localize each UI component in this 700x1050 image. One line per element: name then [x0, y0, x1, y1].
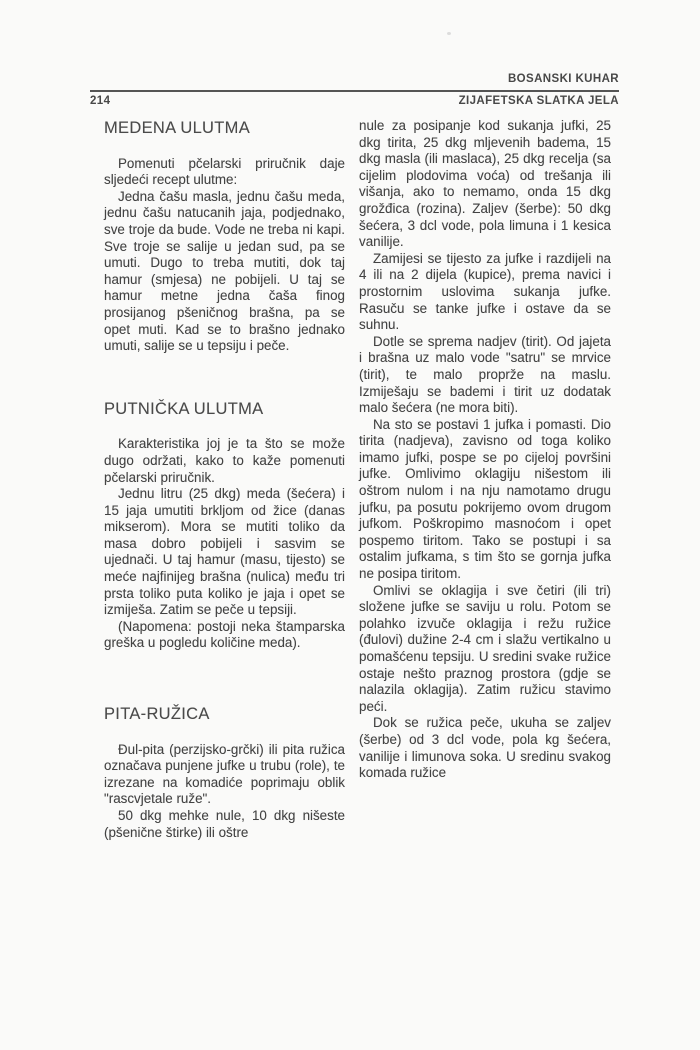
recipe-section-putnicka-ulutma — [104, 401, 345, 652]
section-heading-putnicka-ulutma: PUTNIČKA ULUTMA — [104, 399, 264, 418]
page-number: 214 — [90, 95, 111, 107]
paragraph: Jednu litru (25 dkg) meda (šećera) i 15 jaja umutiti brkljom od žice (danas mikserom). Mora se mutiti toliko da masa dobro pobijeli i sasvim se ujednači. U taj hamur (masu, tijesto) se meće najfinijeg brašna (nulica) među tri prsta toliko puta koliko je jaja i opet se izmiješa. Zatim se peče u tepsiji. — [104, 486, 345, 618]
paragraph: Na sto se postavi 1 jufka i pomasti. Dio tirita (nadjeva), zavisno od toga koliko imamo jufki, pospe se po cijeloj površini jufke. Omlivimo oklagiju nišestom ili oštrom nulom i na nju namotamo drugu jufku, pa posutu pokrijemo ovom drugom jufkom. Poškropimo masnoćom i opet pospemo tiritom. Tako se postupi i sa ostalim jufkama, s tim što se gornja jufka ne posipa tiritom. — [359, 416, 611, 582]
paragraph: Đul-pita (perzijsko-grčki) ili pita ružica označava punjene jufke u trubu (role), te izrezane na komadiće poprimaju oblik "rascvjetale ruže". — [104, 741, 345, 807]
paragraph: Zamijesi se tijesto za jufke i razdijeli na 4 ili na 2 dijela (kupice), prema navici i prostornim uslovima sukanja jufke. Rasuču se tanke jufke i ostave da se suhnu. — [359, 250, 611, 333]
paragraph: Dok se ružica peče, ukuha se zaljev (šerbe) od 3 dcl vode, pola kg šećera, vanilije i limunova soka. U sredinu svakog komada ružice — [359, 715, 611, 781]
paragraph: 50 dkg mehke nule, 10 dkg nišeste (pšenične štirke) ili oštre — [104, 808, 345, 840]
chapter-title: ZIJAFETSKA SLATKA JELA — [458, 95, 619, 107]
paragraph: Dotle se sprema nadjev (tirit). Od jajeta i brašna uz malo vode "satru" se mrvice (tirit), te malo proprže na maslu. Izmiješaju se bademi i tirit uz dodatak malo šećera (ne mora biti). — [359, 333, 611, 416]
left-column — [104, 120, 345, 841]
header-rule — [90, 90, 619, 92]
running-head-book-title: BOSANSKI KUHAR — [507, 73, 619, 85]
section-heading-pita-ruzica: PITA-RUŽICA — [104, 705, 210, 724]
paragraph: Omlivi se oklagija i sve četiri (ili tri) složene jufke se saviju u rolu. Potom se polahko izvuče oklagija i režu ružice (đulovi) dužine 2-4 cm i slažu vertikalno u pomašćenu tepsiju. U sredini svake ružice ostaje nešto praznog prostora (gdje se nalazila oklagija). Zatim ružicu stavimo peći. — [359, 582, 611, 714]
recipe-section-pita-ruzica — [104, 706, 345, 841]
header-row — [90, 95, 619, 107]
paragraph: Karakteristika joj je ta što se može dugo održati, kako to kaže pomenuti pčelarski priručnik. — [104, 436, 345, 485]
section-heading-medena-ulutma: MEDENA ULUTMA — [104, 119, 251, 137]
right-column — [359, 118, 611, 782]
paragraph: (Napomena: postoji neka štamparska greška u pogledu količine meda). — [104, 618, 345, 651]
scan-speck — [447, 32, 451, 35]
recipe-section-medena-ulutma — [104, 120, 345, 355]
paragraph: Pomenuti pčelarski priručnik daje sljedeći recept ulutme: — [104, 155, 345, 188]
paragraph: Jedna čašu masla, jednu čašu meda, jednu čašu natucanih jaja, podjednako, sve troje da bude. Vode ne treba ni kapi. Sve troje se salije u jedan sud, pa se umuti. Dugo to treba mutiti, dok taj hamur (smjesa) ne pobijeli. U taj se hamur metne jedna čaša finog prosijanog pšeničnog brašna, pa se opet muti. Kad se to brašno jednako umuti, salije se u tepsiju i peče. — [104, 188, 345, 354]
paragraph-continuation: nule za posipanje kod sukanja jufki, 25 dkg tirita, 25 dkg mljevenih badema, 15 dkg masla (ili maslaca), 25 dkg recelja (sa cijelim plodovima voća) od trešanja ili višanja, ako to nemamo, onda 15 dkg grožđica (rozina). Zaljev (šerbe): 50 dkg šećera, 3 dcl vode, pola limuna i 1 kesica vanilije. — [359, 118, 611, 250]
